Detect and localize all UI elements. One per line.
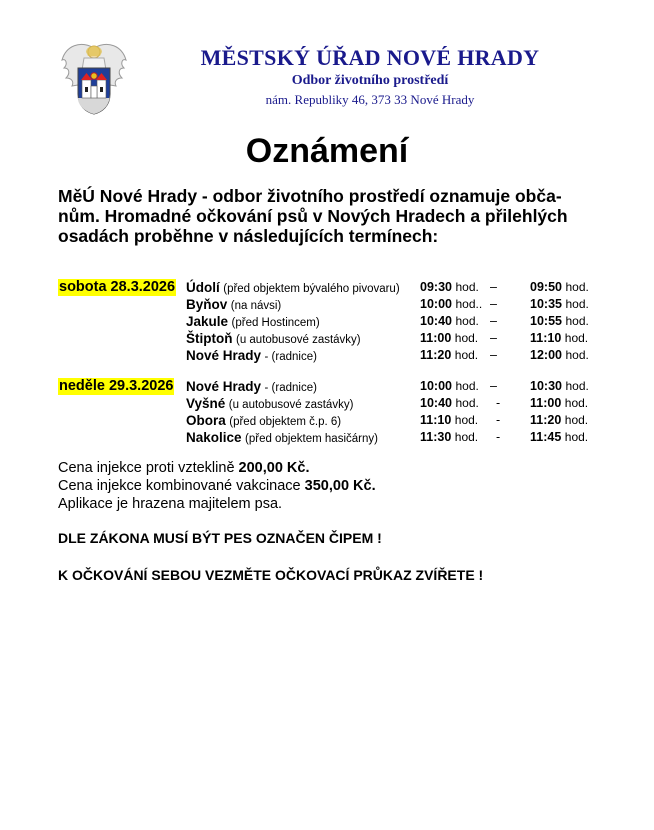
office-title: MĚSTSKÝ ÚŘAD NOVÉ HRADY [200, 45, 540, 70]
department-name: Odbor životního prostředí [291, 73, 449, 88]
place-name: Jakule [186, 314, 229, 329]
time-from: 11:20 [420, 348, 452, 362]
time-separator: – [490, 348, 497, 362]
time-to: 12:00 [530, 348, 562, 362]
time-suffix: hod. [565, 297, 589, 311]
time-suffix: hod. [564, 396, 589, 410]
time-suffix: hod. [455, 379, 479, 393]
time-separator: – [490, 280, 497, 294]
time-suffix: hod. [564, 331, 589, 345]
place-name: Nové Hrady [186, 379, 262, 394]
time-suffix: hod. [565, 314, 589, 328]
schedule-row [0, 279, 654, 296]
place-name: Byňov [186, 297, 228, 312]
price-combined [58, 477, 376, 495]
time-separator: - [496, 430, 501, 444]
chip-warning: DLE ZÁKONA MUSÍ BÝT PES OZNAČEN ČIPEM ! [58, 530, 382, 546]
time-separator: – [490, 314, 497, 328]
place-name: Vyšné [186, 396, 226, 411]
place-name: Nové Hrady [186, 348, 262, 363]
schedule-row [0, 347, 654, 364]
time-suffix: hod. [455, 314, 479, 328]
place-note: - (radnice) [264, 351, 317, 363]
price-label: Cena injekce kombinované vakcinace [58, 478, 305, 494]
intro-line: MěÚ Nové Hrady - odbor životního prostředí oznamuje obča- [58, 186, 562, 206]
vaccination-card-warning: K OČKOVÁNÍ SEBOU VEZMĚTE OČKOVACÍ PRŮKAZ ZVÍŘETE ! [58, 567, 484, 583]
price-label: Cena injekce proti vzteklině [58, 460, 239, 476]
place-note: (u autobusové zastávky) [235, 334, 361, 346]
place-name: Nakolice [186, 430, 242, 445]
intro-line: osadách proběhne v následujících termínech: [58, 226, 439, 246]
time-suffix: hod. [565, 348, 589, 362]
schedule-row [0, 378, 654, 395]
place-note: - (radnice) [264, 382, 317, 394]
schedule-row [0, 429, 654, 446]
time-to: 10:35 [530, 297, 562, 311]
time-to: 10:30 [530, 379, 562, 393]
date-highlight: neděle 29.3.2026 [59, 378, 174, 394]
time-from: 11:00 [420, 331, 452, 345]
town-coat-of-arms-icon [60, 38, 128, 116]
date-highlight: sobota 28.3.2026 [59, 279, 176, 295]
place-name: Obora [186, 413, 226, 428]
schedule-row [0, 296, 654, 313]
time-suffix: hod. [454, 331, 479, 345]
schedule-row [0, 412, 654, 429]
time-separator: - [496, 396, 501, 410]
time-to: 10:55 [530, 314, 562, 328]
time-suffix: hod. [455, 396, 479, 410]
time-from: 09:30 [420, 280, 452, 294]
time-from: 10:00 [420, 297, 452, 311]
time-to: 11:00 [530, 396, 562, 410]
place-note: (na návsi) [230, 300, 282, 312]
time-from: 10:40 [420, 314, 452, 328]
payment-note-text: Aplikace je hrazena majitelem psa. [58, 496, 283, 512]
office-address: nám. Republiky 46, 373 33 Nové Hrady [265, 92, 475, 107]
intro-paragraph [58, 186, 603, 246]
time-suffix: hod. [455, 280, 479, 294]
time-separator: – [490, 379, 497, 393]
page-title: Oznámení [245, 132, 409, 170]
time-suffix: hod. [454, 430, 479, 444]
price-rabies [58, 459, 310, 477]
time-separator: – [490, 331, 497, 345]
time-from: 10:40 [420, 396, 452, 410]
time-to: 11:20 [530, 413, 562, 427]
place-note: (u autobusové zastávky) [228, 399, 354, 411]
time-from: 11:10 [420, 413, 452, 427]
time-suffix: hod. [565, 379, 589, 393]
schedule-row [0, 313, 654, 330]
time-suffix: hod. [454, 413, 479, 427]
time-separator: – [490, 297, 497, 311]
time-suffix: hod. [564, 430, 589, 444]
place-note: (před objektem č.p. 6) [229, 416, 342, 428]
place-note: (před objektem hasičárny) [245, 433, 378, 445]
time-to: 11:10 [530, 331, 562, 345]
intro-line: nům. Hromadné očkování psů v Nových Hradech a přilehlých [58, 206, 568, 226]
time-suffix: hod. [564, 413, 589, 427]
time-suffix: hod.. [455, 297, 483, 311]
time-to: 11:45 [530, 430, 562, 444]
time-suffix: hod. [454, 348, 479, 362]
place-note: (před Hostincem) [231, 317, 320, 329]
schedule-row [0, 330, 654, 347]
time-from: 11:30 [420, 430, 452, 444]
place-name: Štiptoň [186, 331, 233, 346]
place-note: (před objektem bývalého pivovaru) [223, 283, 400, 295]
schedule-row [0, 395, 654, 412]
time-to: 09:50 [530, 280, 562, 294]
time-suffix: hod. [565, 280, 589, 294]
time-separator: - [496, 413, 501, 427]
time-from: 10:00 [420, 379, 452, 393]
price-amount: 200,00 Kč. [238, 460, 310, 476]
payment-note [58, 495, 282, 513]
place-name: Údolí [186, 280, 220, 295]
price-amount: 350,00 Kč. [304, 478, 376, 494]
